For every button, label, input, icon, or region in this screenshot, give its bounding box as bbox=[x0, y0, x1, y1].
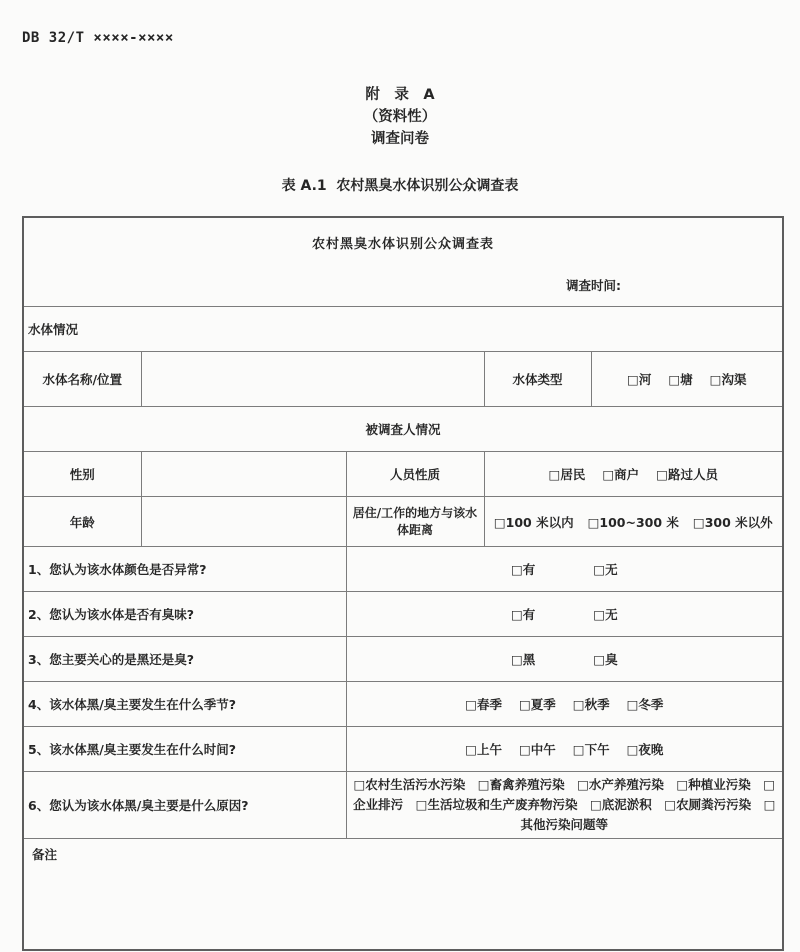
water-type-options bbox=[591, 352, 783, 407]
checkbox-option-afternoon[interactable]: □下午 bbox=[572, 742, 610, 757]
remarks-label: 备注 bbox=[32, 847, 58, 862]
survey-time-label[interactable]: 调查时间: bbox=[566, 278, 621, 293]
appendix-title: 附 录 A bbox=[365, 87, 435, 103]
question-options-4 bbox=[346, 682, 783, 727]
appendix-name: 调查问卷 bbox=[371, 131, 429, 147]
survey-form-table bbox=[22, 216, 784, 951]
checkbox-option-yes[interactable]: □有 bbox=[510, 562, 536, 577]
checkbox-option-no[interactable]: □无 bbox=[593, 562, 618, 577]
checkbox-option-group-causes[interactable]: □农村生活污水污染 □畜禽养殖污染 □水产养殖污染 □种植业污染 □企业排污 □生活垃圾和生产废弃物污染 □底泥淤积 □农厕粪污污染 □其他污染问题等 bbox=[353, 777, 776, 832]
checkbox-option-odorous[interactable]: □臭 bbox=[593, 652, 618, 667]
checkbox-option-summer[interactable]: □夏季 bbox=[518, 697, 556, 712]
standard-doc-code: DB 32/T ××××-×××× bbox=[22, 30, 174, 46]
age-input-cell[interactable] bbox=[141, 497, 346, 547]
water-section-row bbox=[23, 307, 783, 352]
water-name-input-cell[interactable] bbox=[141, 352, 484, 407]
age-label: 年龄 bbox=[23, 497, 141, 547]
checkbox-option-beyond-300m[interactable]: □300 米以外 bbox=[692, 514, 773, 530]
distance-label: 居住/工作的地方与该水体距离 bbox=[352, 505, 478, 537]
person-section-label: 被调查人情况 bbox=[23, 407, 783, 452]
form-title: 农村黑臭水体识别公众调查表 bbox=[312, 237, 495, 252]
appendix-subtitle: （资料性） bbox=[363, 109, 437, 125]
checkbox-option-spring[interactable]: □春季 bbox=[465, 697, 502, 712]
gender-row bbox=[23, 452, 783, 497]
checkbox-option-noon[interactable]: □中午 bbox=[518, 742, 556, 757]
question-options-6[interactable] bbox=[346, 772, 783, 839]
water-info-row bbox=[23, 352, 783, 407]
question-label-4: 4、该水体黑/臭主要发生在什么季节? bbox=[23, 682, 346, 727]
checkbox-option-resident[interactable]: □居民 bbox=[548, 467, 586, 482]
checkbox-option-pond[interactable]: □塘 bbox=[668, 372, 693, 387]
question-options-3 bbox=[346, 637, 783, 682]
question-label-3: 3、您主要关心的是黑还是臭? bbox=[23, 637, 346, 682]
gender-label: 性别 bbox=[23, 452, 141, 497]
person-type-options bbox=[484, 452, 783, 497]
checkbox-option-black[interactable]: □黑 bbox=[510, 652, 536, 667]
question-label-6: 6、您认为该水体黑/臭主要是什么原因? bbox=[23, 772, 346, 839]
checkbox-option-merchant[interactable]: □商户 bbox=[602, 467, 640, 482]
question-row-6 bbox=[23, 772, 783, 839]
water-section-label: 水体情况 bbox=[23, 307, 783, 352]
question-label-2: 2、您认为该水体是否有臭味? bbox=[23, 592, 346, 637]
checkbox-option-morning[interactable]: □上午 bbox=[465, 742, 502, 757]
checkbox-option-yes[interactable]: □有 bbox=[510, 607, 536, 622]
checkbox-option-river[interactable]: □河 bbox=[627, 372, 652, 387]
table-caption: 表 A.1 农村黑臭水体识别公众调查表 bbox=[281, 178, 519, 194]
water-type-label: 水体类型 bbox=[484, 352, 591, 407]
person-section-row bbox=[23, 407, 783, 452]
question-options-2 bbox=[346, 592, 783, 637]
form-header-row bbox=[23, 217, 783, 307]
checkbox-option-within-100m[interactable]: □100 米以内 bbox=[493, 514, 574, 530]
age-row bbox=[23, 497, 783, 547]
person-type-label: 人员性质 bbox=[346, 452, 484, 497]
question-row-3 bbox=[23, 637, 783, 682]
question-label-1: 1、您认为该水体颜色是否异常? bbox=[23, 547, 346, 592]
question-row-4 bbox=[23, 682, 783, 727]
remarks-row bbox=[23, 839, 783, 951]
form-header-cell bbox=[23, 217, 783, 307]
question-row-1 bbox=[23, 547, 783, 592]
checkbox-option-night[interactable]: □夜晚 bbox=[626, 742, 664, 757]
question-label-5: 5、该水体黑/臭主要发生在什么时间? bbox=[23, 727, 346, 772]
checkbox-option-ditch[interactable]: □沟渠 bbox=[709, 372, 747, 387]
checkbox-option-no[interactable]: □无 bbox=[593, 607, 618, 622]
checkbox-option-passerby[interactable]: □路过人员 bbox=[656, 467, 718, 482]
distance-options bbox=[484, 497, 783, 547]
gender-input-cell[interactable] bbox=[141, 452, 346, 497]
remarks-input-cell[interactable] bbox=[23, 839, 783, 951]
question-options-1 bbox=[346, 547, 783, 592]
checkbox-option-autumn[interactable]: □秋季 bbox=[572, 697, 610, 712]
appendix-heading bbox=[0, 0, 800, 150]
distance-label-cell bbox=[346, 497, 484, 547]
checkbox-option-winter[interactable]: □冬季 bbox=[626, 697, 664, 712]
question-row-2 bbox=[23, 592, 783, 637]
checkbox-option-100-300m[interactable]: □100~300 米 bbox=[587, 514, 679, 530]
question-options-5 bbox=[346, 727, 783, 772]
water-name-label: 水体名称/位置 bbox=[23, 352, 141, 407]
question-row-5 bbox=[23, 727, 783, 772]
